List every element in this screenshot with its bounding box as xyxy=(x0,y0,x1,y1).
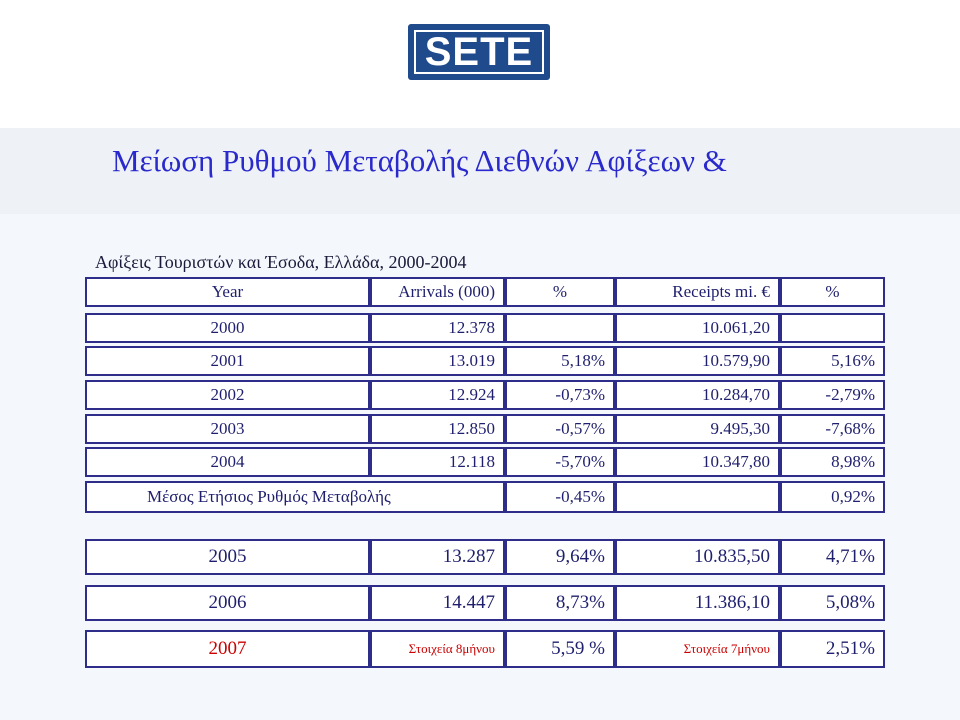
cell-arrivals-pct: 8,73% xyxy=(505,585,615,621)
average-arrivals-pct: -0,45% xyxy=(505,481,615,513)
cell-receipts: 10.284,70 xyxy=(615,380,780,410)
sete-logo-text: SETE xyxy=(414,30,544,74)
cell-arrivals-pct: 5,59 % xyxy=(505,630,615,668)
cell-receipts-pct: -2,79% xyxy=(780,380,885,410)
cell-year: 2006 xyxy=(85,585,370,621)
cell-receipts: 9.495,30 xyxy=(615,414,780,444)
table-average-row xyxy=(85,481,885,513)
cell-receipts: 10.347,80 xyxy=(615,447,780,477)
cell-arrivals-pct xyxy=(505,313,615,343)
table-row xyxy=(85,414,885,444)
cell-arrivals: 12.378 xyxy=(370,313,505,343)
header-receipts-pct: % xyxy=(780,277,885,307)
average-receipts-empty xyxy=(615,481,780,513)
cell-receipts-pct: 4,71% xyxy=(780,539,885,575)
cell-receipts-pct: 2,51% xyxy=(780,630,885,668)
cell-arrivals-pct: -0,73% xyxy=(505,380,615,410)
table-header-row xyxy=(85,277,885,307)
cell-year: 2000 xyxy=(85,313,370,343)
table-row xyxy=(85,447,885,477)
table-caption: Αφίξεις Τουριστών και Έσοδα, Ελλάδα, 2000-2004 xyxy=(95,252,467,272)
cell-arrivals: 12.118 xyxy=(370,447,505,477)
cell-year: 2004 xyxy=(85,447,370,477)
cell-receipts-pct: 5,16% xyxy=(780,346,885,376)
cell-receipts-pct: -7,68% xyxy=(780,414,885,444)
cell-arrivals: 13.019 xyxy=(370,346,505,376)
cell-receipts: 10.579,90 xyxy=(615,346,780,376)
table-row-2005 xyxy=(85,539,885,575)
cell-year: 2002 xyxy=(85,380,370,410)
slide-header xyxy=(0,0,960,128)
cell-year: 2001 xyxy=(85,346,370,376)
cell-arrivals-pct: 9,64% xyxy=(505,539,615,575)
cell-arrivals-pct: 5,18% xyxy=(505,346,615,376)
cell-arrivals-note: Στοιχεία 8μήνου xyxy=(370,630,505,668)
table-row-2006 xyxy=(85,585,885,621)
cell-year: 2003 xyxy=(85,414,370,444)
table-row xyxy=(85,380,885,410)
cell-receipts-pct: 8,98% xyxy=(780,447,885,477)
cell-arrivals-pct: -5,70% xyxy=(505,447,615,477)
table-row xyxy=(85,346,885,376)
cell-arrivals-pct: -0,57% xyxy=(505,414,615,444)
header-arrivals-pct: % xyxy=(505,277,615,307)
cell-arrivals: 13.287 xyxy=(370,539,505,575)
average-label: Μέσος Ετήσιος Ρυθμός Μεταβολής xyxy=(85,481,505,513)
cell-receipts-pct: 5,08% xyxy=(780,585,885,621)
header-year: Year xyxy=(85,277,370,307)
header-receipts: Receipts mi. € xyxy=(615,277,780,307)
cell-receipts: 10.835,50 xyxy=(615,539,780,575)
cell-receipts: 11.386,10 xyxy=(615,585,780,621)
header-arrivals: Arrivals (000) xyxy=(370,277,505,307)
cell-receipts-pct xyxy=(780,313,885,343)
cell-year: 2007 xyxy=(85,630,370,668)
table-row xyxy=(85,313,885,343)
sete-logo xyxy=(408,24,550,80)
cell-receipts-note: Στοιχεία 7μήνου xyxy=(615,630,780,668)
cell-arrivals: 14.447 xyxy=(370,585,505,621)
cell-year: 2005 xyxy=(85,539,370,575)
cell-arrivals: 12.850 xyxy=(370,414,505,444)
cell-arrivals: 12.924 xyxy=(370,380,505,410)
average-receipts-pct: 0,92% xyxy=(780,481,885,513)
cell-receipts: 10.061,20 xyxy=(615,313,780,343)
table-row-2007 xyxy=(85,630,885,668)
slide-title: Μείωση Ρυθμού Μεταβολής Διεθνών Αφίξεων & xyxy=(112,143,727,178)
